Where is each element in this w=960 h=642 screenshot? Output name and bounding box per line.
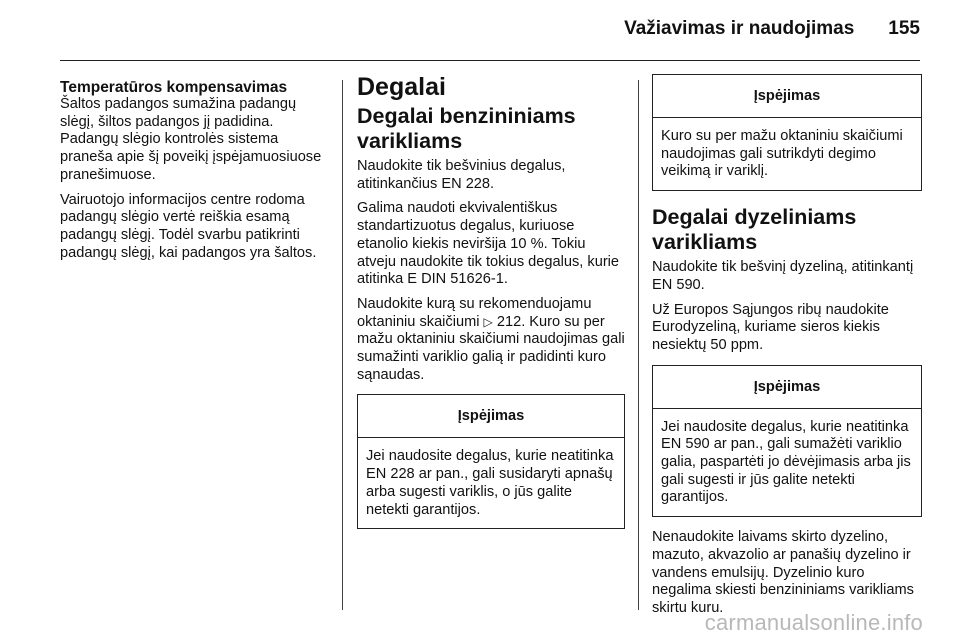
section-heading-petrol: Degalai benzininiams varikliams — [357, 104, 576, 153]
column-divider-1 — [342, 80, 343, 610]
paragraph-with-reference — [357, 296, 625, 385]
warning-text: Kuro su per mažu oktaniniu skaičiumi naudojimas gali sutrikdyti degimo veikimą ir variklį. — [661, 128, 903, 180]
warning-title: Įspėjimas — [653, 75, 921, 118]
column-2 — [357, 70, 625, 529]
section-heading-temperature: Temperatūros kompensavimas — [60, 79, 288, 96]
page-reference-link[interactable]: 212 — [496, 313, 522, 330]
warning-title: Įspėjimas — [653, 366, 921, 409]
warning-text: Jei naudosite degalus, kurie neatitinka EN 228 ar pan., gali susidaryti apnašų arba sugesti variklis, o jūs galite netekti garantijos. — [366, 448, 614, 518]
paragraph: Šaltos padangos sumažina padangų slėgį, šiltos padangos jį padidina. Padangų slėgio kontrolės sistema praneša apie šį poveikį įspėjamuosiuose pranešimuose. — [60, 96, 322, 183]
watermark: carmanualsonline.info — [704, 610, 923, 635]
paragraph: Nenaudokite laivams skirto dyzelino, mazuto, akvazolio ar panašių dyzelino ir vandens emulsijų. Dyzelinio kuro negalima skiesti benzininiams varikliams skirtu kuru. — [652, 529, 914, 616]
running-header — [624, 18, 920, 40]
paragraph: Naudokite tik bešvinius degalus, atitinkančius EN 228. — [357, 158, 566, 192]
text: . Kuro su per mažu oktaniniu skaičiumi naudojimas gali sumažinti variklio galią ir padidinti kuro sąnaudas. — [357, 313, 625, 383]
header-title: Važiavimas ir naudojimas — [624, 18, 855, 39]
warning-box — [652, 365, 922, 518]
chapter-title: Degalai — [357, 73, 446, 101]
column-divider-2 — [638, 80, 639, 610]
triangle-right-icon: ▷ — [483, 314, 493, 329]
warning-text: Jei naudosite degalus, kurie neatitinka EN 590 ar pan., gali sumažėti variklio galia, paspartėti jo dėvėjimasis arba jis gali sugesti ir jūs galite netekti garantijos. — [661, 418, 911, 506]
header-rule — [60, 60, 920, 61]
paragraph: Galima naudoti ekvivalentiškus standartizuotus degalus, kuriuose etanolio kiekis neviršija 10 %. Tokiu atveju naudokite tik tokius degalus, kurie atitinka E DIN 51626-1. — [357, 200, 620, 288]
section-heading-diesel: Degalai dyzeliniams varikliams — [652, 205, 857, 255]
text: Naudokite kurą su rekomenduojamu oktaniniu skaičiumi — [357, 295, 592, 330]
warning-box — [652, 74, 922, 191]
paragraph: Už Europos Sąjungos ribų naudokite Eurodyzeliną, kuriame sieros kiekis nesiektų 50 ppm. — [652, 301, 889, 353]
column-1 — [60, 70, 328, 269]
warning-box — [357, 394, 625, 529]
paragraph: Naudokite tik bešvinį dyzeliną, atitinkantį EN 590. — [652, 259, 914, 293]
column-3 — [652, 70, 922, 625]
paragraph: Vairuotojo informacijos centre rodoma padangų slėgio vertė reiškia esamą padangų slėgį. Todėl svarbu patikrinti padangų slėgį, kai padangos yra šaltos. — [60, 191, 317, 261]
warning-title: Įspėjimas — [358, 395, 624, 438]
page-number: 155 — [888, 18, 920, 39]
